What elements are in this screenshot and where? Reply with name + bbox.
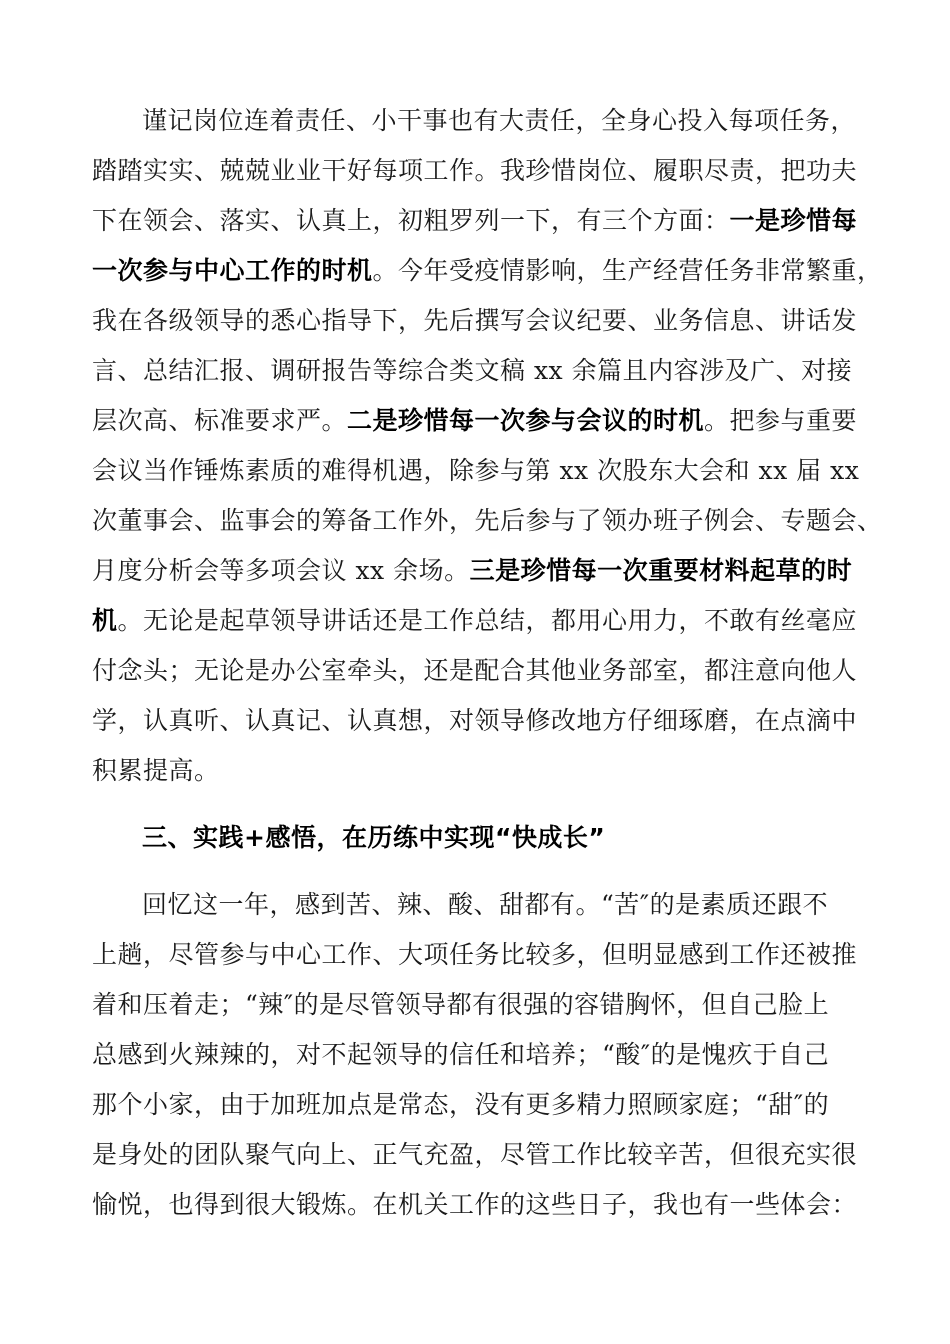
paragraph-1-line-4 — [92, 251, 882, 291]
paragraph-2-line-7: 愉悦，也得到很大锻炼。在机关工作的这些日子，我也有一些体会： — [92, 1190, 858, 1219]
paragraph-1-line-6: 言、总结汇报、调研报告等综合类文稿 xx 余篇且内容涉及广、对接 — [92, 356, 853, 385]
paragraph-1-line-10 — [92, 551, 882, 591]
text-run: 下在领会、落实、认真上，初粗罗列一下，有三个方面： — [92, 206, 730, 235]
text-run: 。无论是起草领导讲话还是工作总结，都用心用力，不敢有丝毫应 — [117, 606, 858, 635]
bold-point-3-start: 三是珍惜每一次重要材料起草的时 — [469, 556, 853, 585]
paragraph-1-line-13: 学，认真听、认真记、认真想，对领导修改地方仔细琢磨，在点滴中 — [92, 706, 858, 735]
paragraph-1-line-14: 积累提高。 — [92, 756, 220, 785]
paragraph-2-line-2: 上趟，尽管参与中心工作、大项任务比较多，但明显感到工作还被推 — [92, 940, 858, 969]
paragraph-1-line-8: 会议当作锤炼素质的难得机遇，除参与第 xx 次股东大会和 xx 届 xx — [92, 456, 860, 485]
paragraph-2-line-6: 是身处的团队聚气向上、正气充盈，尽管工作比较辛苦，但很充实很 — [92, 1140, 858, 1169]
text-run: 层次高、标准要求严。 — [92, 406, 348, 435]
paragraph-2-line-3: 着和压着走；“辣″的是尽管领导都有很强的容错胸怀，但自己脸上 — [92, 990, 830, 1019]
paragraph-2-line-5: 那个小家，由于加班加点是常态，没有更多精力照顾家庭；“甜″的 — [92, 1090, 830, 1119]
paragraph-1-line-2: 踏踏实实、兢兢业业干好每项工作。我珍惜岗位、履职尽责，把功夫 — [92, 156, 858, 185]
paragraph-1-line-1: 谨记岗位连着责任、小干事也有大责任，全身心投入每项任务， — [142, 106, 857, 135]
paragraph-1-line-5: 我在各级领导的悉心指导下，先后撰写会议纪要、业务信息、讲话发 — [92, 306, 858, 335]
paragraph-1-line-12: 付念头；无论是办公室牵头，还是配合其他业务部室，都注意向他人 — [92, 656, 858, 685]
paragraph-1-line-7 — [92, 401, 882, 441]
section-heading: 三、实践+感悟，在历练中实现“快成长” — [142, 823, 606, 852]
paragraph-2-line-1: 回忆这一年，感到苦、辣、酸、甜都有。“苦″的是素质还跟不 — [142, 890, 829, 919]
bold-point-1-start: 一是珍惜每 — [729, 206, 858, 235]
bold-point-2: 二是珍惜每一次参与会议的时机 — [347, 406, 705, 435]
paragraph-2-line-4: 总感到火辣辣的，对不起领导的信任和培养；“酸″的是愧疚于自己 — [92, 1040, 830, 1069]
text-run: 月度分析会等多项会议 xx 余场。 — [92, 556, 470, 585]
paragraph-1-line-3 — [92, 201, 882, 241]
paragraph-1-line-9: 次董事会、监事会的筹备工作外，先后参与了领办班子例会、专题会、 — [92, 506, 883, 535]
text-run: 。今年受疫情影响，生产经营任务非常繁重， — [372, 256, 883, 285]
paragraph-1-line-11 — [92, 601, 882, 641]
bold-point-3-end: 机 — [92, 606, 118, 635]
bold-point-1-end: 一次参与中心工作的时机 — [92, 256, 373, 285]
text-run: 。把参与重要 — [704, 406, 858, 435]
